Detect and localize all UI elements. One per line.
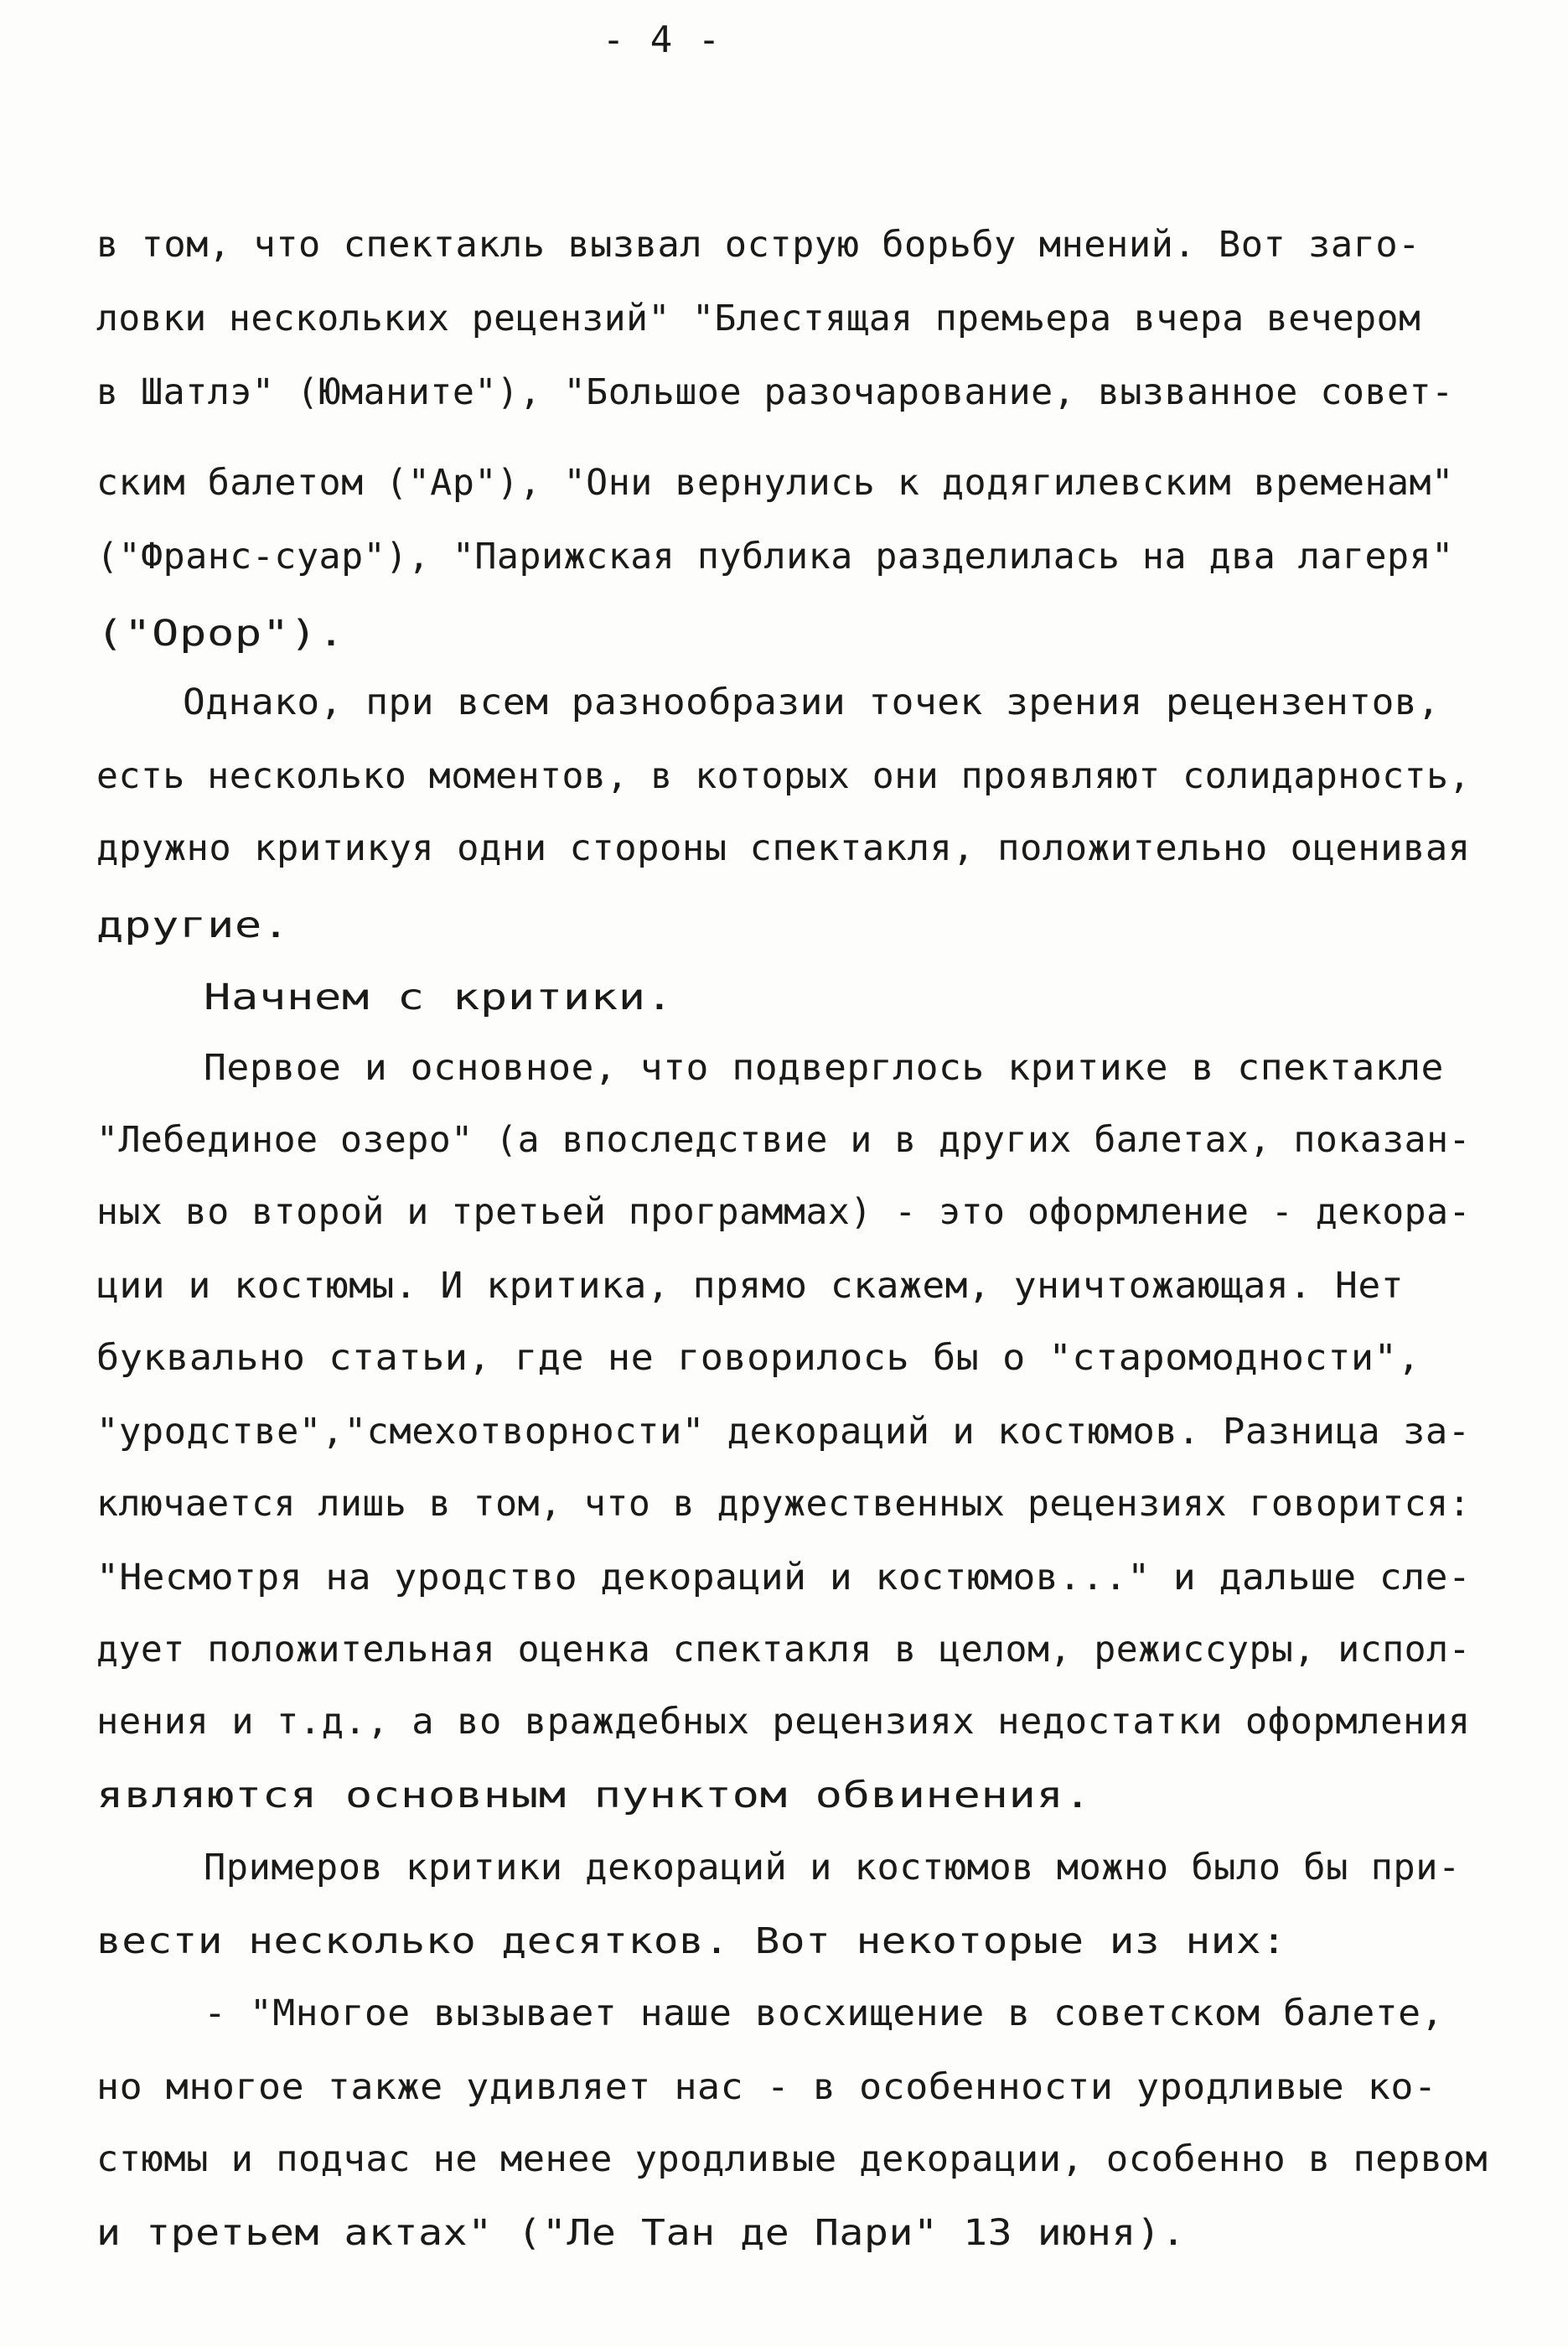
text-line: "Несмотря на уродство декораций и костюмов..." и дальше сле-: [96, 1557, 1472, 1598]
text-line: ключается лишь в том, что в дружественных рецензиях говорится:: [96, 1483, 1472, 1525]
text-line: "уродстве","смехотворности" декораций и костюмов. Разница за-: [96, 1411, 1471, 1453]
page-number: - 4 -: [602, 18, 722, 61]
text-line: дует положительная оценка спектакля в целом, режиссуры, испол-: [96, 1629, 1472, 1671]
text-line: в Шатлэ" (Юманите"), "Большое разочарование, вызванное совет-: [96, 371, 1454, 413]
text-line: ("Франс-суар"), "Парижская публика разделилась на два лагеря": [96, 536, 1454, 578]
text-line: другие.: [96, 904, 290, 946]
text-line: есть несколько моментов, в которых они проявляют солидарность,: [96, 755, 1472, 797]
text-line: Однако, при всем разнообразии точек зрения рецензентов,: [183, 681, 1441, 723]
text-line: ции и костюмы. И критика, прямо скажем, уничтожающая. Нет: [96, 1265, 1405, 1307]
text-line: ("Орор").: [96, 613, 345, 655]
text-line: дружно критикуя одни стороны спектакля, положительно оценивая: [96, 827, 1471, 869]
text-line: но многое также удивляет нас - в особенности уродливые ко-: [96, 2066, 1437, 2108]
text-line: стюмы и подчас не менее уродливые декорации, особенно в первом: [96, 2138, 1488, 2180]
text-line: в том, что спектакль вызвал острую борьбу мнений. Вот заго-: [96, 224, 1421, 266]
text-line: ловки нескольких рецензий" "Блестящая премьера вчера вечером: [96, 298, 1421, 339]
text-line: буквально статьи, где не говорилось бы о "старомодности",: [96, 1337, 1421, 1379]
text-line: "Лебединое озеро" (а впоследствие и в других балетах, показан-: [96, 1119, 1472, 1161]
text-line: ским балетом ("Ар"), "Они вернулись к додягилевским временам": [96, 462, 1454, 504]
text-line: ных во второй и третьей программах) - это оформление - декора-: [96, 1191, 1472, 1233]
text-line: - "Многое вызывает наше восхищение в советском балете,: [204, 1992, 1444, 2034]
text-line: нения и т.д., а во враждебных рецензиях недостатки оформления: [96, 1701, 1471, 1743]
text-line: вести несколько десятков. Вот некоторые из них:: [96, 1920, 1287, 1962]
text-line: и третьем актах" ("Ле Тан де Пари" 13 июня).: [96, 2212, 1187, 2254]
text-line: Начнем с критики.: [204, 977, 674, 1018]
text-line: Примеров критики декораций и костюмов можно было бы при-: [204, 1847, 1461, 1888]
text-line: являются основным пунктом обвинения.: [96, 1774, 1092, 1816]
text-line: Первое и основное, что подверглось критике в спектакле: [204, 1047, 1444, 1089]
